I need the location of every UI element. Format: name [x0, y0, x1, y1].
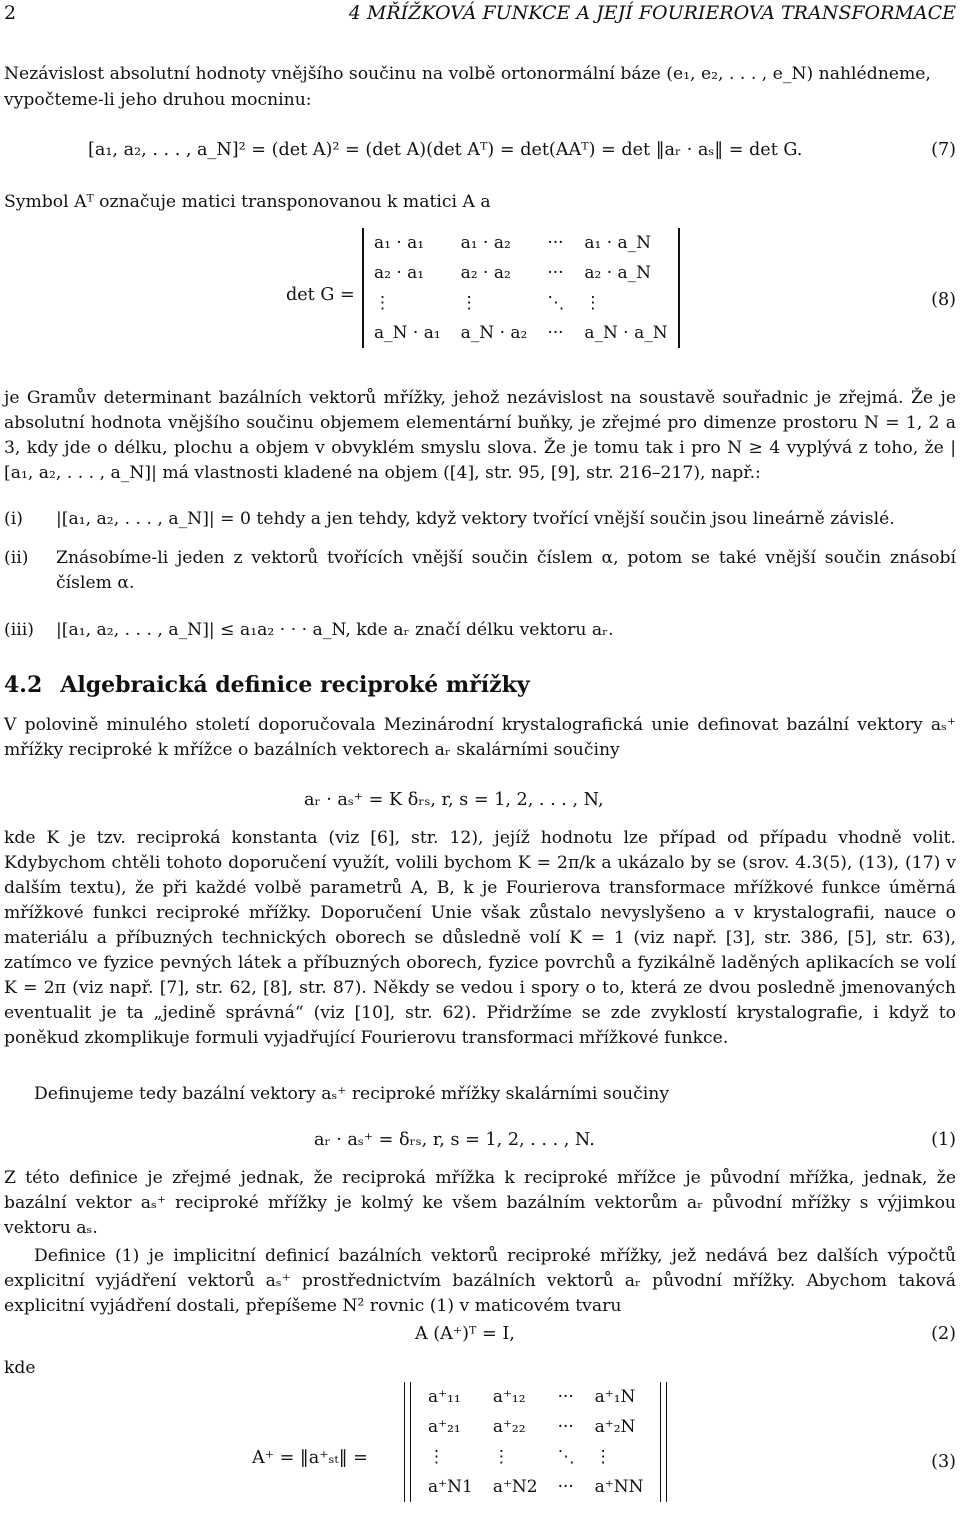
- matrix-cell: ⋮: [374, 293, 391, 313]
- section-heading: [4, 672, 530, 698]
- matrix-row: [364, 318, 678, 348]
- matrix-cell: a⁺NN: [594, 1477, 644, 1497]
- list-label: (iii): [4, 620, 34, 640]
- section-number: 4.2: [4, 672, 43, 698]
- list-item: [4, 618, 956, 643]
- matrix-cell: a₂ · a₁: [374, 263, 425, 283]
- matrix-cell: ···: [557, 1387, 574, 1407]
- matrix-cell: ···: [547, 263, 564, 283]
- matrix-cell: ···: [547, 233, 564, 253]
- equation-k: aᵣ · aₛ⁺ = K δᵣₛ, r, s = 1, 2, . . . , N,: [304, 790, 604, 810]
- equation-7: [a₁, a₂, . . . , a_N]² = (det A)² = (det A)(det Aᵀ) = det(AAᵀ) = det ‖aᵣ · aₛ‖ = det G.: [88, 140, 803, 160]
- matrix-cell: a⁺₁₁: [428, 1387, 461, 1407]
- matrix-cell: ···: [557, 1417, 574, 1437]
- matrix-cell: a⁺₂₁: [428, 1417, 461, 1437]
- matrix-row: [364, 228, 678, 258]
- paragraph-implicit: Definice (1) je implicitní definicí bazálních vektorů reciproké mřížky, jež nedává bez dalších výpočtů explicitní vyjádření vektorů aₛ⁺ prostřednictvím bazálních vektorů aᵣ původní mřížky. Abychom taková explicitní vyjádření dostali, přepíšeme N² rovnic (1) v maticovém tvaru: [4, 1246, 956, 1316]
- kde-word: kde: [4, 1358, 36, 1378]
- matrix-cell: a⁺₂₂: [492, 1417, 526, 1437]
- matrix-cell: ⋮: [594, 1447, 612, 1467]
- matrix-cell: ⋮: [460, 293, 478, 313]
- equation-7-number: (7): [931, 140, 956, 160]
- chapter-title: 4 MŘÍŽKOVÁ FUNKCE A JEJÍ FOURIEROVA TRANSFORMACE: [348, 2, 956, 24]
- matrix-cell: ⋮: [584, 293, 602, 313]
- symbol-line: Symbol Aᵀ označuje matici transponovanou k matici A a: [4, 192, 491, 212]
- paragraph-gram: je Gramův determinant bazálních vektorů mřížky, jehož nezávislost na soustavě souřadnic je zřejmá. Že je absolutní hodnota vnějšího součinu objemem elementární buňky, je zřejmé pro dimenze prostoru N = 1, 2 a 3, kdy jde o délku, plochu a objem v obvyklém smyslu slova. Že je tomu tak i pro N ≥ 4 vyplývá z toho, že |[a₁, a₂, . . . , a_N]| má vlastnosti kladené na objem ([4], str. 95, [9], str. 216–217), např.:: [4, 388, 956, 483]
- intro-line-2: vypočteme-li jeho druhou mocninu:: [4, 90, 312, 110]
- matrix-cell: ⋱: [557, 1447, 575, 1467]
- matrix-cell: ⋮: [492, 1447, 510, 1467]
- matrix-cell: a₁ · a₁: [374, 233, 425, 253]
- equation-3-lhs: A⁺ = ‖a⁺ₛₜ‖ =: [252, 1448, 368, 1468]
- equation-2: A (A⁺)ᵀ = I,: [415, 1324, 515, 1344]
- matrix-cell: a₁ · a_N: [584, 233, 652, 253]
- matrix-cell: a⁺₁₂: [492, 1387, 526, 1407]
- matrix-cell: a⁺N2: [492, 1477, 538, 1497]
- matrix-row: [418, 1442, 653, 1472]
- page-number: 2: [4, 2, 17, 24]
- matrix-cell: ⋮: [428, 1447, 445, 1467]
- equation-3-number: (3): [931, 1452, 956, 1472]
- matrix-row: [418, 1472, 653, 1502]
- list-text: |[a₁, a₂, . . . , a_N]| ≤ a₁a₂ · · · a_N, kde aᵣ značí délku vektoru aᵣ.: [56, 620, 614, 640]
- matrix-cell: ⋱: [547, 293, 565, 313]
- matrix-cell: a_N · a_N: [584, 323, 668, 343]
- matrix-cell: ···: [547, 323, 564, 343]
- equation-8-number: (8): [931, 290, 956, 310]
- matrix-row: [364, 288, 678, 318]
- list-item: [4, 546, 956, 596]
- matrix-row: [418, 1412, 653, 1442]
- section-title: Algebraická definice reciproké mřížky: [60, 672, 530, 698]
- matrix-cell: a⁺N1: [428, 1477, 473, 1497]
- paragraph-constant: kde K je tzv. reciproká konstanta (viz [6], str. 12), jejíž hodnotu lze případ od případu vhodně volit. Kdybychom chtěli tohoto doporučení využít, volili bychom K = 2π/k a ukázalo by se (srov. 4.3(5), (13), (17) v dalším textu), že při každé volbě parametrů A, B, k je Fourierova transformace mřížkové funkce úměrná mřížkové funkci reciproké mřížky. Doporučení Unie však zůstalo nevyslyšeno a v krystalografii, nauce o materiálu a příbuzných technických oborech se důsledně volí K = 1 (viz např. [3], str. 386, [5], str. 63), zatímco ve fyzice pevných látek a příbuzných oborech, fyzice povrchů a fyzikálně laděných aplikacích se volí K = 2π (viz např. [7], str. 62, [8], str. 87). Někdy se vedou i spory o to, která ze dvou posledně jmenovaných eventualit je ta „jedině správná“ (viz [10], str. 62). Přidržíme se zde zvyklostí krystalografie, i když to poněkud zkomplikuje formuli vyjadřující Fourierovu transformaci mřížkové funkce.: [4, 828, 956, 1048]
- matrix-cell: a_N · a₁: [374, 323, 441, 343]
- matrix-cell: ···: [557, 1477, 574, 1497]
- running-header: [4, 2, 956, 28]
- matrix-row: [418, 1382, 653, 1412]
- matrix-cell: a₂ · a₂: [460, 263, 511, 283]
- reciprocal-matrix: [404, 1382, 667, 1502]
- equation-8-lhs: det G =: [286, 285, 355, 305]
- list-label: (ii): [4, 548, 29, 568]
- paragraph-iucr: V polovině minulého století doporučovala Mezinárodní krystalografická unie definovat bazální vektory aₛ⁺ mřížky reciproké k mřížce o bazálních vektorech aᵣ skalárními součiny: [4, 715, 956, 760]
- paragraph-definition: Definujeme tedy bazální vektory aₛ⁺ reciproké mřížky skalárními součiny: [34, 1084, 670, 1104]
- list-item: [4, 507, 956, 532]
- matrix-cell: a₁ · a₂: [460, 233, 511, 253]
- matrix-row: [364, 258, 678, 288]
- gram-determinant: [362, 228, 680, 348]
- matrix-cell: a₂ · a_N: [584, 263, 652, 283]
- list-text: |[a₁, a₂, . . . , a_N]| = 0 tehdy a jen tehdy, když vektory tvořící vnější součin jsou lineárně závislé.: [56, 509, 895, 529]
- equation-1: aᵣ · aₛ⁺ = δᵣₛ, r, s = 1, 2, . . . , N.: [314, 1130, 595, 1150]
- paragraph-orthogonality: Z této definice je zřejmé jednak, že reciproká mřížka k reciproké mřížce je původní mřížka, jednak, že bazální vektor aₛ⁺ reciproké mřížky je kolmý ke všem bazálním vektorům aᵣ původní mřížky s výjimkou vektoru aₛ.: [4, 1168, 956, 1238]
- list-label: (i): [4, 509, 23, 529]
- matrix-cell: a_N · a₂: [460, 323, 528, 343]
- intro-line-1: Nezávislost absolutní hodnoty vnějšího součinu na volbě ortonormální báze (e₁, e₂, . . . , e_N) nahlédneme,: [4, 64, 931, 84]
- equation-1-number: (1): [931, 1130, 956, 1150]
- matrix-cell: a⁺₁N: [594, 1387, 636, 1407]
- matrix-cell: a⁺₂N: [594, 1417, 636, 1437]
- equation-2-number: (2): [931, 1324, 956, 1344]
- list-text: Znásobíme-li jeden z vektorů tvořících vnější součin číslem α, potom se také vnější součin znásobí číslem α.: [56, 548, 956, 593]
